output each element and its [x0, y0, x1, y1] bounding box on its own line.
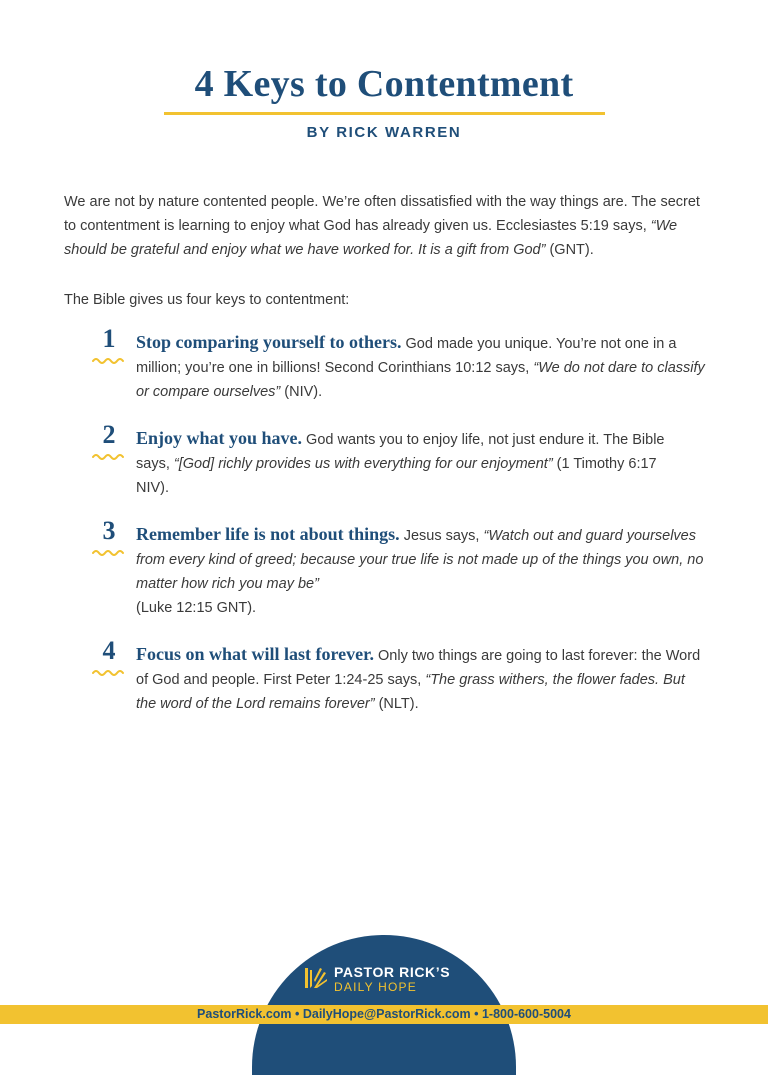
footer-contact: PastorRick.com • DailyHope@PastorRick.com • 1-800-600-5004 — [197, 1007, 571, 1021]
key-number: 2 — [102, 420, 116, 449]
key-number: 4 — [102, 636, 116, 665]
daily-hope-logo — [304, 962, 484, 1002]
key-body: Jesus says, — [399, 528, 484, 544]
intro-suffix: (GNT). — [545, 242, 594, 258]
key-quote: “The grass withers, the flower fades. But the word of the Lord remains forever” — [136, 672, 685, 712]
key-heading: Remember life is not about things. — [136, 524, 400, 544]
logo-subtitle: DAILY HOPE — [334, 980, 417, 994]
wavy-underline-icon — [92, 356, 126, 364]
intro-paragraph — [64, 190, 714, 262]
byline: BY RICK WARREN — [306, 124, 462, 141]
key-text — [136, 522, 706, 620]
key-text — [136, 426, 676, 500]
key-quote: “Watch out and guard yourselves from every kind of greed; because your true life is not made up of the things you own, no matter how rich you may be” — [136, 528, 704, 592]
wavy-underline-icon — [92, 548, 126, 556]
sunburst-logo-icon — [304, 966, 328, 990]
key-quote: “We do not dare to classify or compare ourselves” — [136, 360, 705, 400]
wavy-underline-icon — [92, 452, 126, 460]
key-body: God made you unique. You’re not one in a million; you’re one in billions! Second Corinthians 10:12 says, — [136, 336, 677, 376]
intro-quote: “We should be grateful and enjoy what we have worked for. It is a gift from God” — [64, 218, 678, 258]
key-body: God wants you to enjoy life, not just endure it. The Bible says, — [136, 432, 665, 472]
key-citation: (NIV). — [280, 384, 323, 400]
key-heading: Stop comparing yourself to others. — [136, 332, 402, 352]
key-heading: Focus on what will last forever. — [136, 644, 374, 664]
key-citation: (1 Timothy 6:17 NIV). — [136, 456, 657, 496]
page-title: 4 Keys to Contentment — [194, 63, 574, 105]
key-number: 3 — [102, 516, 116, 545]
key-text — [136, 330, 706, 404]
key-number: 1 — [102, 324, 116, 353]
wavy-underline-icon — [92, 668, 126, 676]
key-text — [136, 642, 706, 716]
key-body: Only two things are going to last forever: the Word of God and people. First Peter 1:24-25 says, — [136, 648, 701, 688]
key-quote: “[God] richly provides us with everything for our enjoyment” — [173, 456, 553, 472]
key-heading: Enjoy what you have. — [136, 428, 303, 448]
key-citation: (NLT). — [374, 696, 419, 712]
title-underline — [164, 112, 605, 115]
key-citation: (Luke 12:15 GNT). — [136, 600, 257, 616]
logo-title: PASTOR RICK’S — [334, 964, 451, 980]
lead-in: The Bible gives us four keys to contentment: — [64, 292, 350, 308]
intro-text: We are not by nature contented people. We’re often dissatisfied with the way things are. The secret to contentment is learning to enjoy what God has already given us. Ecclesiastes 5:19 says, — [64, 194, 700, 234]
